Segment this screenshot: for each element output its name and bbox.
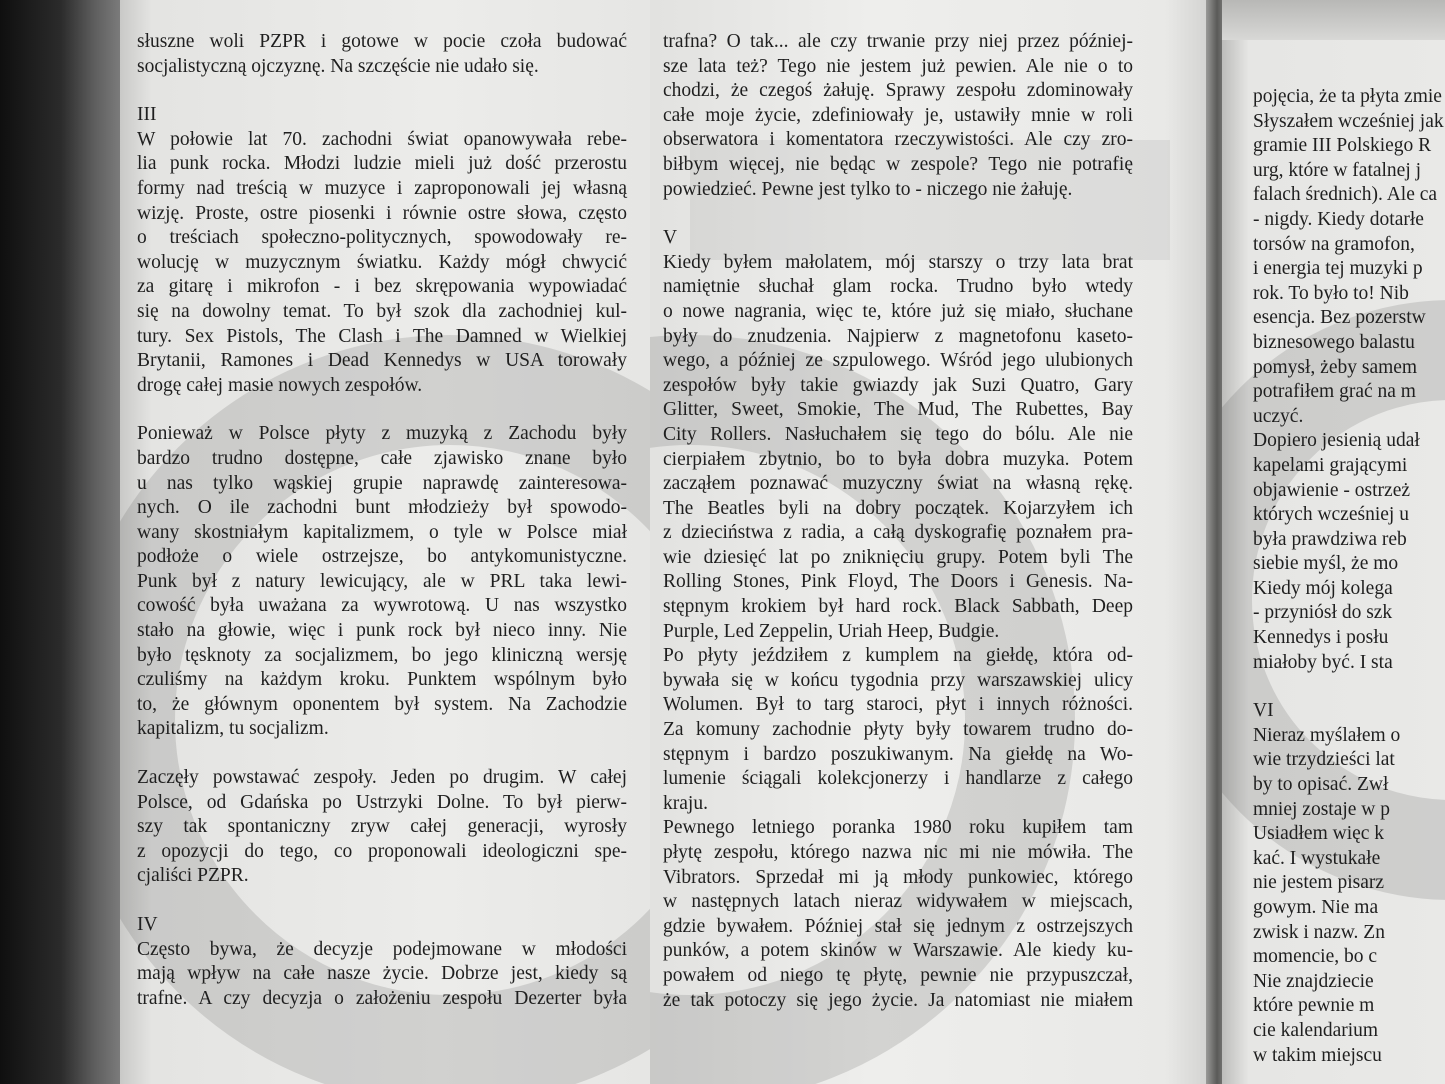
text-line: chodzi, że czegoś żałuję. Sprawy zespołu zdominowały [663,80,1133,102]
text-line: pomysł, żeby samem [1253,356,1418,378]
left-text-column [137,30,627,1011]
paragraph [1253,85,1445,675]
text-line: wie dziesięć lat po zniknięciu grupy. Potem byli The [663,546,1133,568]
text-line: Usiadłem więc k [1253,823,1385,845]
text-line: zwisk i nazw. Zn [1253,921,1385,943]
text-line: nych. O ile zachodni bunt młodzieży był spowodo- [137,497,627,519]
text-line: biłbym więcej, nie będąc w zespole? Tego nie potrafię [663,153,1133,175]
paragraph [137,30,627,79]
text-line: rok. To było to! Nib [1253,282,1409,304]
paragraph [663,816,1133,1013]
text-line: nie jestem pisarz [1253,872,1385,894]
text-line: namiętnie słuchał glam rocka. Trudno było wtedy [663,276,1133,298]
text-line: Słyszałem wcześniej jak [1253,110,1444,132]
right-text-column [1253,85,1445,1068]
text-line: wie trzydzieści lat [1253,749,1395,771]
paragraph [663,644,1133,816]
text-line: stało na głowie, więc i punk rock był nieco inny. Nie [137,620,627,642]
text-line: gramie III Polskiego R [1253,135,1432,157]
text-line: esencja. Bez pozerstw [1253,307,1426,329]
text-line: cowość była uważana za wywrotową. U nas wszystko [137,595,627,617]
text-line: mają wpływ na całe nasze życie. Dobrze jest, kiedy są [137,963,627,985]
text-line: wego, a później ze szpulowego. Wśród jego ulubionych [663,350,1133,372]
text-line: Kennedys i posłu [1253,627,1389,649]
text-line: City Rollers. Nasłuchałem się tego do bólu. Ale nie [663,423,1133,445]
text-line: Polsce, od Gdańska po Ustrzyki Dolne. To był pierw- [137,791,627,813]
text-line: o nowe nagrania, więc te, które już się miało, słuchane [663,300,1133,322]
text-line: było tęsknoty za socjalizmem, bo jego kliniczną wersję [137,644,627,666]
text-line: słuszne woli PZPR i gotowe w pocie czoła budować [137,31,627,52]
text-line: momencie, bo c [1253,946,1377,968]
middle-text-column [663,30,1133,1013]
text-line: podłoże o wiele ostrzejsze, bo antykomunistyczne. [137,546,627,568]
text-line: mniej zostaje w p [1253,798,1391,820]
text-line: falach średnich). Ale ca [1253,184,1438,206]
text-line: to, że głównym oponentem był system. Na Zachodzie [137,693,627,715]
paragraph [1253,724,1445,1068]
text-line: gdzie bywałem. Później stał się jednym z ostrzejszych [663,915,1133,937]
text-line: cierpiałem zbytnio, bo to była dobra muzyka. Potem [663,448,1133,470]
text-line: Kiedy mój kolega [1253,577,1393,599]
paragraph [137,422,627,742]
text-line: płytę zespołu, którego nazwa nic mi nie mówiła. The [663,842,1133,863]
text-line: urg, które w fatalnej j [1253,159,1422,181]
text-line: Po płyty jeździłem z kumplem na giełdę, która od- [663,645,1133,667]
text-line: wany skostniałym kapitalizmem, o tyle w Polsce miał [137,521,627,543]
text-line: zespołów były takie gwiazdy jak Suzi Quatro, Gary [663,374,1133,396]
text-line: że tak potoczy się jego życie. Ja natomiast nie miałem [663,989,1133,1011]
text-line: Brytanii, Ramones i Dead Kennedys w USA torowały [137,350,627,372]
text-line: W połowie lat 70. zachodni świat opanowywała rebe- [137,128,627,150]
text-line: Kiedy byłem małolatem, mój starszy o trzy lata brat [663,251,1133,273]
text-line: Nie znajdziecie [1253,970,1374,992]
text-line: formy nad treścią w muzyce i zaproponowali jej własną [137,177,627,199]
text-line: cie kalendarium [1253,1019,1379,1041]
text-line: Pewnego letniego poranka 1980 roku kupiłem tam [663,817,1133,839]
text-line: obserwatora i komentatora rzeczywistości. Ale czy zro- [663,129,1133,151]
text-line: kać. I wystukałe [1253,847,1381,869]
book-gutter-shadow [0,0,135,1084]
text-line: kraju. [663,792,708,814]
text-line: Wolumen. Był to targ staroci, płyt i innych różności. [663,694,1133,716]
text-line: Nieraz myślałem o [1253,724,1401,746]
text-line: The Beatles byli na dobry początek. Kojarzyłem ich [663,497,1133,519]
text-line: uczyć. [1253,405,1304,427]
paragraph [137,938,627,1012]
text-line: tury. Sex Pistols, The Clash i The Damned w Wielkiej [137,325,627,347]
text-line: całe moje życie, zdefiniowały je, ustawiły mnie w roli [663,104,1133,126]
text-line: których wcześniej u [1253,504,1409,526]
text-line: z opozycji do tego, co proponowali ideologiczni spe- [137,840,627,862]
section-heading: IV [137,914,158,935]
text-line: Za komuny zachodnie płyty były towarem trudno do- [663,719,1133,741]
text-line: Rolling Stones, Pink Floyd, The Doors i Genesis. Na- [663,571,1133,593]
paragraph [663,251,1133,645]
text-line: siebie myśl, że mo [1253,553,1399,575]
text-line: punków, a potem skinów w Warszawie. Ale kiedy ku- [663,940,1133,962]
text-line: stępnym krokiem był hard rock. Black Sabbath, Deep [663,596,1133,618]
text-line: w następnych latach nieraz widywałem w miejscach, [663,891,1133,913]
paragraph [137,128,627,399]
text-line: które pewnie m [1253,995,1375,1017]
text-line: Dopiero jesienią udał [1253,430,1420,452]
text-line: z dzieciństwa z radia, a całą dyskografię poznałem pra- [663,522,1133,544]
text-line: by to opisać. Zwł [1253,774,1389,796]
text-line: powałem od niego tę płytę, pewnie nie przypuszczał, [663,964,1133,986]
text-line: Punk był z natury lewicujący, ale w PRL taka lewi- [137,570,627,592]
text-line: bywała się w końcu tygodnia przy warszawskiej ulicy [663,669,1133,691]
text-line: kapitalizm, tu socjalizm. [137,718,329,740]
text-line: w takim miejscu [1253,1044,1382,1066]
text-line: Glitter, Sweet, Smokie, The Mud, The Rubettes, Bay [663,399,1133,421]
text-line: potrafiłem grać na m [1253,381,1416,403]
text-line: o treściach społeczno-politycznych, spowodowały re- [137,227,627,249]
text-line: za gitarę i mikrofon - i bez skrępowania wypowiadać [137,276,627,298]
text-line: wolucję w muzycznym światku. Każdy mógł chwycić [137,251,627,273]
text-line: miałoby być. I sta [1253,651,1393,673]
text-line: wizję. Proste, ostre piosenki i równie ostre słowa, często [137,202,627,224]
text-line: objawienie - ostrzeż [1253,479,1411,501]
section-heading: VI [1253,700,1274,722]
text-line: kapelami grającymi [1253,454,1408,476]
text-line: gowym. Nie ma [1253,897,1379,918]
text-line: czuliśmy na każdym kroku. Punktem wspólnym było [137,669,627,691]
text-line: się na dowolny temat. To był szok dla zachodniej kul- [137,300,627,322]
text-line: zacząłem poznawać muzyczny świat na własną rękę. [663,473,1133,495]
text-line: Zaczęły powstawać zespoły. Jeden po drugim. W całej [137,767,627,789]
text-line: szy tak spontaniczny zryw całej generacji, wyrosły [137,816,627,838]
text-line: lia punk rocka. Młodzi ludzie mieli już dość przerostu [137,153,627,175]
section-heading: III [137,104,157,126]
text-line: Vibrators. Sprzedał mi ją młody punkowiec, którego [663,866,1133,888]
section-heading: V [663,227,678,249]
text-line: socjalistyczną ojczyznę. Na szczęście nie udało się. [137,55,539,77]
text-line: i energia tej muzyki p [1253,258,1423,280]
text-line: były do znudzenia. Najpierw z magnetofonu kaseto- [663,325,1133,347]
text-line: Często bywa, że decyzje podejmowane w młodości [137,938,627,960]
text-line: torsów na gramofon, [1253,233,1415,255]
text-line: pojęcia, że ta płyta zmie [1253,86,1442,107]
text-line: bardzo trudno dostępne, całe zjawisko znane było [137,447,627,469]
paragraph [137,766,627,889]
text-line: Ponieważ w Polsce płyty z muzyką z Zachodu były [137,423,627,445]
text-line: - nigdy. Kiedy dotarłe [1253,208,1424,230]
paragraph [663,30,1133,202]
text-line: sze lata też? Tego nie jestem już pewien. Ale nie o to [663,55,1133,77]
text-line: lumenie ściągali kolekcjonerzy i handlarze z całego [663,768,1133,790]
text-line: - przyniósł do szk [1253,602,1393,624]
text-line: trafna? O tak... ale czy trwanie przy niej przez później- [663,31,1133,52]
text-line: była prawdziwa reb [1253,528,1407,550]
text-line: powiedzieć. Pewne jest tylko to - niczego nie żałuję. [663,178,1073,200]
text-line: cjaliści PZPR. [137,865,249,887]
text-line: Purple, Led Zeppelin, Uriah Heep, Budgie. [663,620,1000,642]
text-line: biznesowego balastu [1253,331,1415,353]
page-edge-shadow [1222,0,1445,40]
text-line: u nas tylko wąskiej grupie naprawdę zainteresowa- [137,472,627,494]
text-line: stępnym i bardzo poszukiwanym. Na giełdę na Wo- [663,743,1133,765]
text-line: drogę całej masie nowych zespołów. [137,374,423,396]
text-line: trafne. A czy decyzja o założeniu zespołu Dezerter była [137,987,627,1009]
